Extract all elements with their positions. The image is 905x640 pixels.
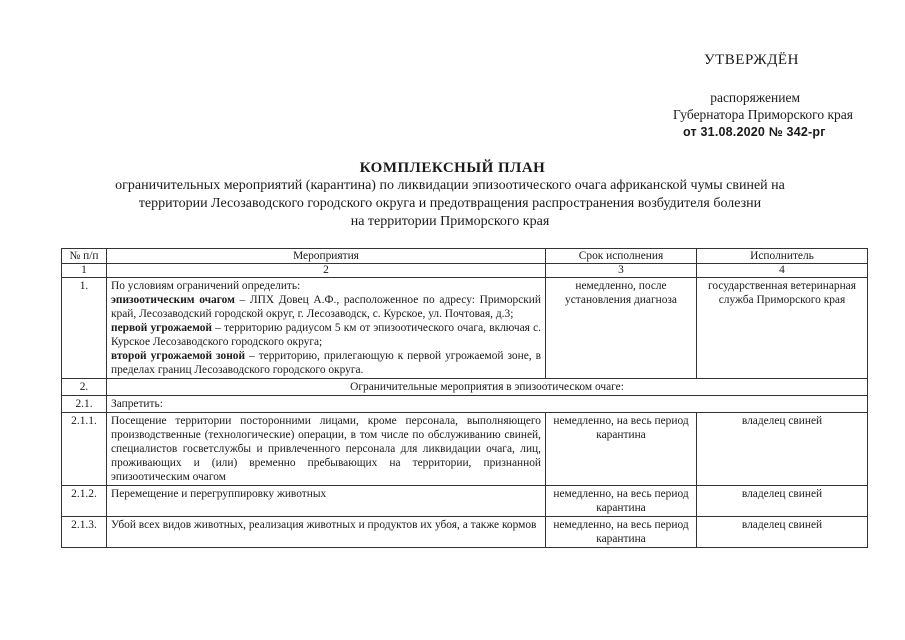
row-number: 2.1.1. [62,413,107,486]
subtitle-line-2: территории Лесозаводского городского округа и предотвращения распространения возбудителя болезни [138,196,762,211]
table-row [62,486,868,517]
table-row [62,517,868,548]
row-term: немедленно, на весь период карантина [546,413,697,486]
row-number: 2.1.3. [62,517,107,548]
row-measure: Убой всех видов животных, реализация животных и продуктов их убоя, а также кормов [107,517,546,548]
subsection-number: 2.1. [62,396,107,413]
row-measure: Посещение территории посторонними лицами, кроме персонала, выполняющего производственные (технологические) операции, в том числе по обслуживанию свиней, специалистов госветслужбы и привлеченного персонала для ликвидации очага, лиц, проживающих и (или) временно пребывающих на территории, признанной эпизоотическим очагом [107,413,546,486]
zone-2-label: второй угрожаемой зоной [111,350,246,362]
row-term: немедленно, после установления диагноза [546,278,697,379]
row-measure [107,278,546,379]
row-executor: владелец свиней [697,517,868,548]
header-term: Срок исполнения [546,249,697,264]
subtitle-line-1: ограничительных мероприятий (карантина) по ликвидации эпизоотического очага африканской чумы свиней на [115,178,785,193]
column-numbers-row [62,264,868,278]
document-subtitle [60,177,840,231]
section-title: Ограничительные мероприятия в эпизоотическом очаге: [107,379,868,396]
row-number: 2.1.2. [62,486,107,517]
plan-table [61,248,868,548]
row-term: немедленно, на весь период карантина [546,486,697,517]
row-measure: Перемещение и перегруппировку животных [107,486,546,517]
measure-zone-2 [111,349,541,377]
subsection-title: Запретить: [107,396,868,413]
row-executor: владелец свиней [697,413,868,486]
header-measures: Мероприятия [107,249,546,264]
order-number-date: от 31.08.2020 № 342-рг [683,125,826,139]
zone-1-label: первой угрожаемой [111,322,212,334]
approval-stamp-title: УТВЕРЖДЁН [704,52,799,68]
measure-intro: По условиям ограничений определить: [111,280,301,292]
subtitle-line-3: на территории Приморского края [350,214,550,229]
order-reference-line-1: распоряжением [710,90,800,105]
table-row [62,278,868,379]
header-executor: Исполнитель [697,249,868,264]
row-number: 1. [62,278,107,379]
zone-1-text: – территорию радиусом 5 км от эпизоотического очага, включая с. Курское Лесозаводского городского округа; [111,322,541,348]
column-number: 3 [546,264,697,278]
row-executor: государственная ветеринарная служба Приморского края [697,278,868,379]
column-number: 1 [62,264,107,278]
column-number: 2 [107,264,546,278]
column-number: 4 [697,264,868,278]
zone-2-text: – территорию, прилегающую к первой угрожаемой зоне, в пределах границ Лесозаводского городского округа. [111,350,541,376]
order-reference-line-2: Губернатора Приморского края [673,107,853,122]
focus-text: – ЛПХ Довец А.Ф., расположенное по адресу: Приморский край, Лесозаводский городской округ, г. Лесозаводск, с. Курское, ул. Почтовая, д.3; [111,294,541,320]
measure-focus [111,293,541,321]
focus-label: эпизоотическим очагом [111,294,235,306]
section-number: 2. [62,379,107,396]
table-header-row [62,249,868,264]
measure-zone-1 [111,321,541,349]
section-row [62,379,868,396]
row-executor: владелец свиней [697,486,868,517]
row-term: немедленно, на весь период карантина [546,517,697,548]
document-title: КОМПЛЕКСНЫЙ ПЛАН [359,160,546,176]
subsection-row [62,396,868,413]
table-row [62,413,868,486]
header-number: № п/п [62,249,107,264]
